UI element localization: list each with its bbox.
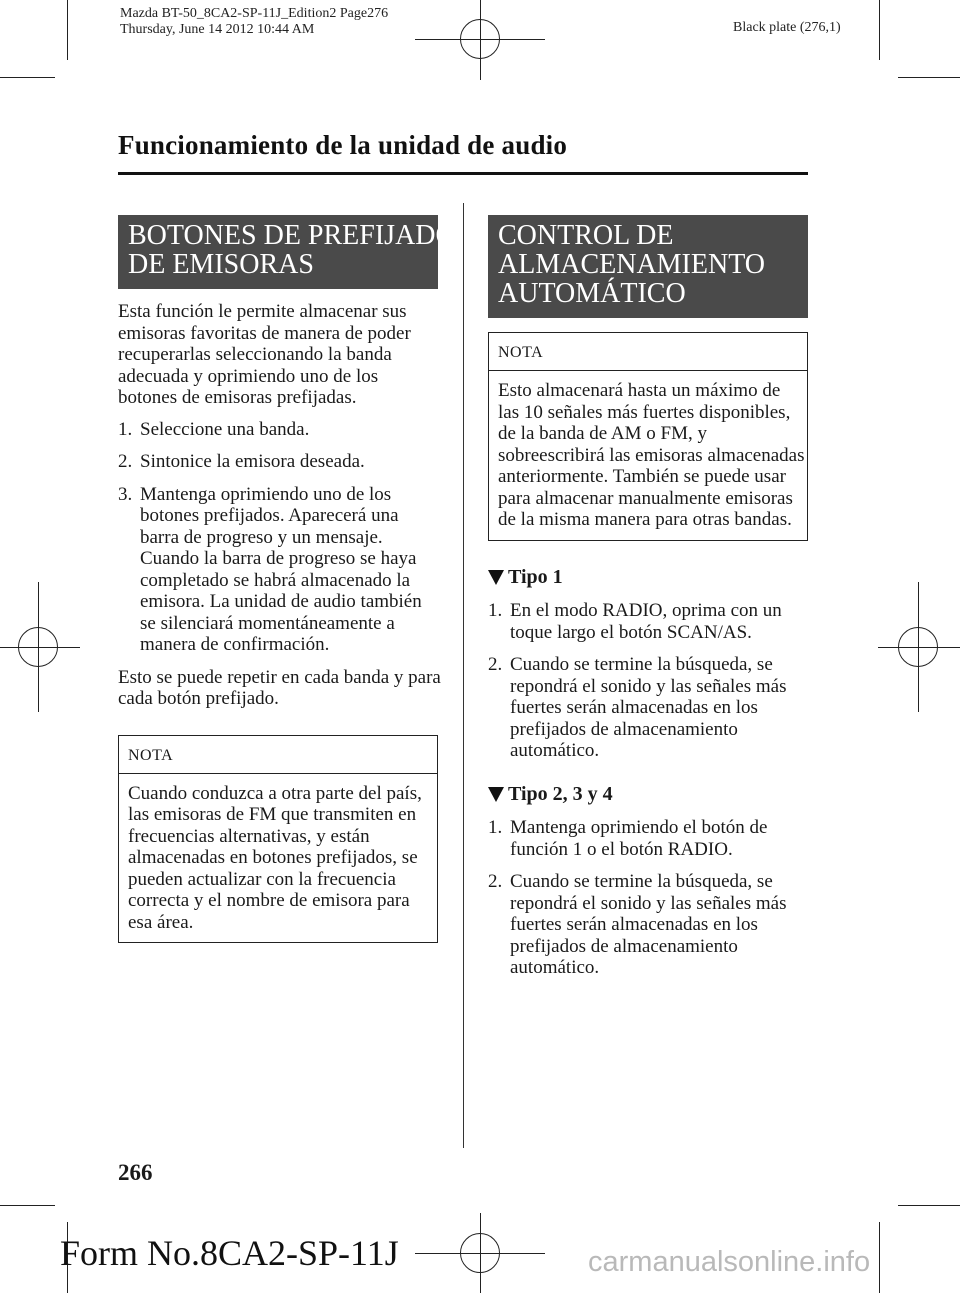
- form-number: Form No.8CA2-SP-11J: [60, 1233, 399, 1273]
- step-item: [488, 871, 808, 979]
- step-number: 1.: [118, 418, 133, 440]
- step-number: 3.: [118, 483, 133, 505]
- text-line: frecuencias alternativas, y están: [128, 825, 370, 847]
- text-line: repondrá el sonido y las señales más: [510, 675, 787, 697]
- text-line: pueden actualizar con la frecuencia: [128, 868, 396, 890]
- tipo2-heading: [488, 784, 808, 806]
- watermark: carmanualsonline.info: [588, 1246, 871, 1278]
- text-line: Cuando la barra de progreso se haya: [140, 548, 417, 569]
- crop-mark: [879, 0, 880, 60]
- tipo1-heading: [488, 567, 808, 589]
- section-rule: [118, 172, 808, 175]
- text-line: prefijados de almacenamiento: [510, 935, 738, 957]
- text-line: Sintonice la emisora deseada.: [140, 451, 365, 472]
- crop-mark: [898, 77, 960, 78]
- text-line: barra de progreso y un mensaje.: [140, 526, 383, 548]
- step-number: 1.: [488, 600, 503, 621]
- note-label: NOTA: [119, 736, 437, 774]
- column-divider: [463, 203, 464, 1148]
- text-line: Esta función le permite almacenar sus: [118, 301, 407, 322]
- crop-mark: [480, 0, 481, 80]
- note-label: NOTA: [489, 333, 807, 371]
- text-line: fuertes serán almacenadas en los: [510, 914, 758, 935]
- step-item: [118, 451, 438, 473]
- print-meta-line2: Thursday, June 14 2012 10:44 AM: [120, 22, 315, 37]
- text-line: fuertes serán almacenadas en los: [510, 697, 758, 718]
- print-meta-line1: Mazda BT-50_8CA2-SP-11J_Edition2 Page276: [120, 6, 389, 21]
- text-line: sobreescribirá las emisoras almacenadas: [498, 444, 805, 466]
- text-line: repondrá el sonido y las señales más: [510, 892, 787, 914]
- text-line: para almacenar manualmente emisoras: [498, 487, 793, 509]
- text-line: botones prefijados. Aparecerá una: [140, 505, 399, 526]
- text-line: las emisoras de FM que transmiten en: [128, 804, 417, 825]
- crop-mark: [67, 0, 68, 60]
- text-line: almacenadas en botones prefijados, se: [128, 847, 418, 868]
- step-number: 2.: [488, 654, 503, 675]
- preset-buttons-banner: [118, 215, 456, 289]
- text-line: manera de confirmación.: [140, 634, 330, 655]
- text-line: En el modo RADIO, oprima con un: [510, 600, 782, 621]
- step-number: 1.: [488, 817, 503, 838]
- text-line: Mantenga oprimiendo uno de los: [140, 483, 392, 505]
- step-item: [488, 817, 808, 860]
- crop-mark: [879, 1222, 880, 1293]
- crop-mark: [480, 1213, 481, 1293]
- text-line: emisoras favoritas de manera de poder: [118, 322, 411, 344]
- text-line: Seleccione una banda.: [140, 418, 310, 440]
- tipo1-steps: [488, 600, 808, 762]
- note-box: [118, 735, 438, 944]
- crop-mark: [0, 1205, 55, 1206]
- section-title: Funcionamiento de la unidad de audio: [118, 130, 568, 160]
- text-line: anteriormente. También se puede usar: [498, 466, 786, 487]
- text-line: Mantenga oprimiendo el botón de: [510, 817, 768, 838]
- banner-line: AUTOMÁTICO: [498, 278, 686, 309]
- text-line: automático.: [510, 740, 600, 761]
- text-line: función 1 o el botón RADIO.: [510, 838, 733, 860]
- subheading-label: Tipo 2, 3 y 4: [508, 782, 613, 805]
- note-body: [489, 371, 807, 540]
- text-line: Cuando se termine la búsqueda, se: [510, 871, 773, 892]
- note-box: [488, 332, 808, 541]
- left-column: [118, 215, 456, 943]
- tipo2-steps: [488, 817, 808, 979]
- text-line: Esto se puede repetir en cada banda y para: [118, 666, 441, 688]
- text-line: de la banda de AM o FM, y: [498, 423, 707, 444]
- crop-mark: [0, 77, 55, 78]
- triangle-down-icon: [488, 787, 504, 802]
- text-line: se silenciará momentáneamente a: [140, 612, 395, 634]
- step-number: 2.: [118, 451, 133, 472]
- text-line: Cuando conduzca a otra parte del país,: [128, 782, 422, 804]
- text-line: Cuando se termine la búsqueda, se: [510, 654, 773, 675]
- intro-paragraph: [118, 301, 438, 409]
- preset-steps: [118, 419, 438, 656]
- crop-mark: [878, 647, 960, 648]
- text-line: prefijados de almacenamiento: [510, 718, 738, 740]
- text-line: adecuada y oprimiendo uno de los: [118, 365, 379, 387]
- print-meta: [120, 6, 388, 38]
- step-item: [488, 600, 808, 643]
- plate-label: Black plate (276,1): [733, 20, 841, 35]
- banner-line: BOTONES DE PREFIJADO: [128, 220, 456, 251]
- text-line: recuperarlas seleccionando la banda: [118, 344, 392, 365]
- crop-mark: [918, 582, 919, 712]
- text-line: de la misma manera para otras bandas.: [498, 509, 792, 530]
- step-item: [118, 484, 438, 656]
- banner-line: DE EMISORAS: [128, 249, 314, 280]
- banner-line: CONTROL DE: [498, 220, 674, 251]
- text-line: las 10 señales más fuertes disponibles,: [498, 401, 791, 423]
- text-line: emisora. La unidad de audio también: [140, 591, 422, 612]
- auto-memory-banner: [488, 215, 808, 318]
- text-line: cada botón prefijado.: [118, 688, 279, 709]
- text-line: automático.: [510, 957, 600, 978]
- text-line: Esto almacenará hasta un máximo de: [498, 380, 781, 401]
- note-body: [119, 774, 437, 943]
- step-item: [488, 654, 808, 762]
- right-column: [488, 215, 808, 990]
- subheading-label: Tipo 1: [508, 565, 563, 588]
- text-line: completado se habrá almacenado la: [140, 569, 411, 591]
- step-item: [118, 419, 438, 441]
- step-number: 2.: [488, 871, 503, 892]
- text-line: esa área.: [128, 911, 194, 933]
- text-line: toque largo el botón SCAN/AS.: [510, 621, 752, 643]
- crop-mark: [0, 647, 80, 648]
- crop-mark: [38, 582, 39, 712]
- banner-line: ALMACENAMIENTO: [498, 249, 766, 280]
- page-number: 266: [118, 1160, 153, 1185]
- text-line: botones de emisoras prefijadas.: [118, 387, 357, 408]
- outro-paragraph: [118, 666, 441, 710]
- triangle-down-icon: [488, 570, 504, 585]
- crop-mark: [898, 1205, 960, 1206]
- text-line: correcta y el nombre de emisora para: [128, 890, 410, 911]
